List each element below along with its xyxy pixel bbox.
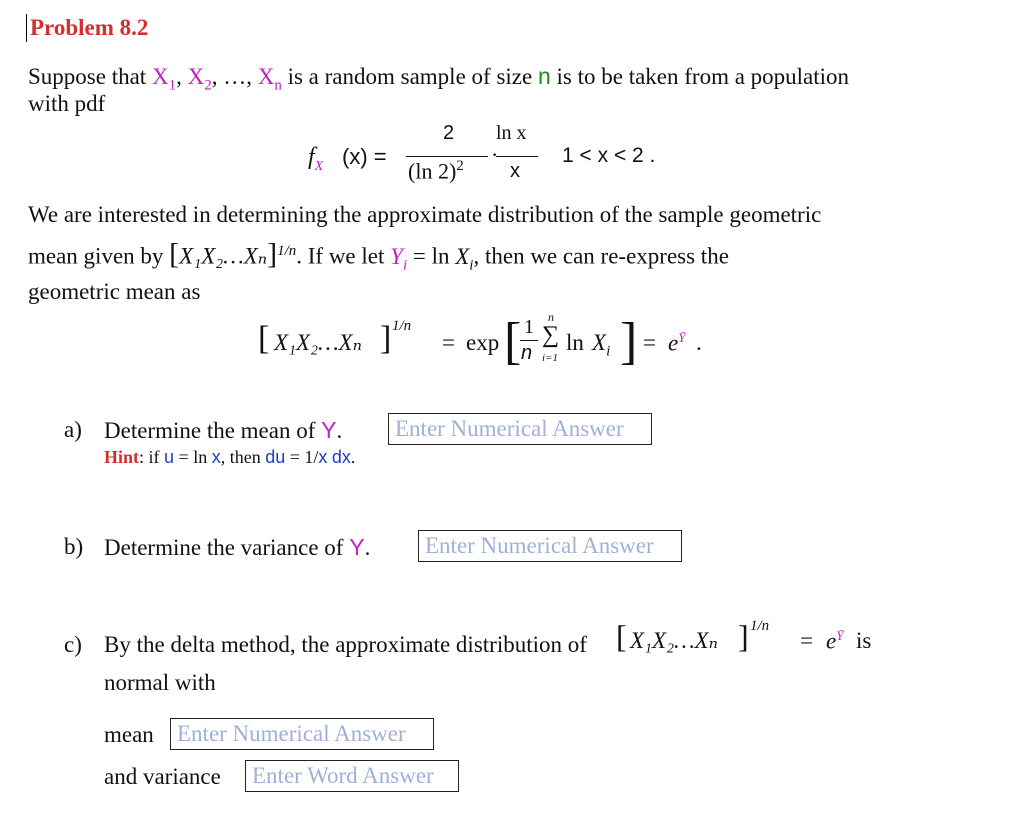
part-b-question: Determine the variance of Y. [104,534,371,560]
pdf-fraction-line-1 [406,156,488,157]
intro-line-2: with pdf [28,91,106,116]
eq-e: $e^Ȳ$ [668,330,686,356]
var-x1: $X_1$ [151,64,177,94]
eq-xi: $X_i$ [592,330,611,360]
eq-power: 1/n [392,318,412,334]
pdf-den1: (ln 2)$^2$ [408,158,464,184]
interest-line-1: We are interested in determining the approximate distribution of the sample geometric [28,202,822,227]
pdf-f: $f_X$ [308,144,324,174]
intro-text-3: is to be taken from a population [550,64,850,89]
part-a-label: a) [64,417,82,442]
eq-exp: exp [466,330,500,355]
ellipsis: , …, [211,64,258,89]
var-yi: $Y_i$ [390,243,408,274]
interest-line-3: geometric mean as [28,279,201,304]
pdf-num2: ln x [496,122,527,144]
hint-label: Hint [104,447,140,467]
part-c-label: c) [64,632,82,657]
pdf-formula [308,122,708,196]
answer-b-input[interactable]: Enter Numerical Answer [418,530,682,562]
answer-a-input[interactable]: Enter Numerical Answer [388,413,652,445]
interest-line-2: mean given by [X₁X₂…Xₙ]$^{1/n}$. If we let $Y_i = \ln X_i$, then we can re-express the [28,237,729,274]
product: X₁X₂…Xₙ [179,243,268,269]
mean-label: mean [104,722,154,747]
answer-c-mean-input[interactable]: Enter Numerical Answer [170,718,434,750]
eq-product: X₁X₂…Xₙ [274,330,362,355]
intro-text: Suppose that [28,64,152,89]
pdf-num1: 2 [443,122,455,144]
geometric-mean-equation: [ X₁X₂…Xₙ ] 1/n = exp [ 1 n n ∑ i=1 ln $X_i$ ] = $e^Ȳ$ . [258,310,702,370]
var-x2: $X_2$ [187,64,212,94]
variance-label: and variance [104,764,221,789]
intro-line-1: Suppose that $X_1$, $X_2$, …, $X_n$ is a random sample of size n is to be taken from a population [28,63,850,94]
part-a-question: Determine the mean of Y. [104,417,343,443]
part-b-label: b) [64,534,84,559]
sum-symbol: ∑ [542,322,560,348]
pdf-range: 1 < x < 2 . [562,144,656,167]
pdf-dot: · [491,142,499,167]
n-symbol: n [537,63,551,89]
pdf-den2: x [510,160,520,182]
intro-text-2: is a random sample of size [281,64,538,89]
part-c-question: By the delta method, the approximate distribution of [104,632,587,657]
part-c-expression: [ X₁X₂…Xₙ ] 1/n = $e^Ȳ$ is [616,618,872,654]
part-c-line-2: normal with [104,670,216,695]
hint: Hint: if u = ln x, then du = 1/x dx. [104,447,356,467]
var-xi: $X_i$ [455,243,474,274]
problem-title: Problem 8.2 [26,14,148,42]
var-xn: $X_n$ [257,64,282,94]
pdf-fraction-line-2 [496,156,538,157]
answer-c-variance-input[interactable]: Enter Word Answer [245,760,459,792]
pdf-arg: (x) = [342,144,387,169]
